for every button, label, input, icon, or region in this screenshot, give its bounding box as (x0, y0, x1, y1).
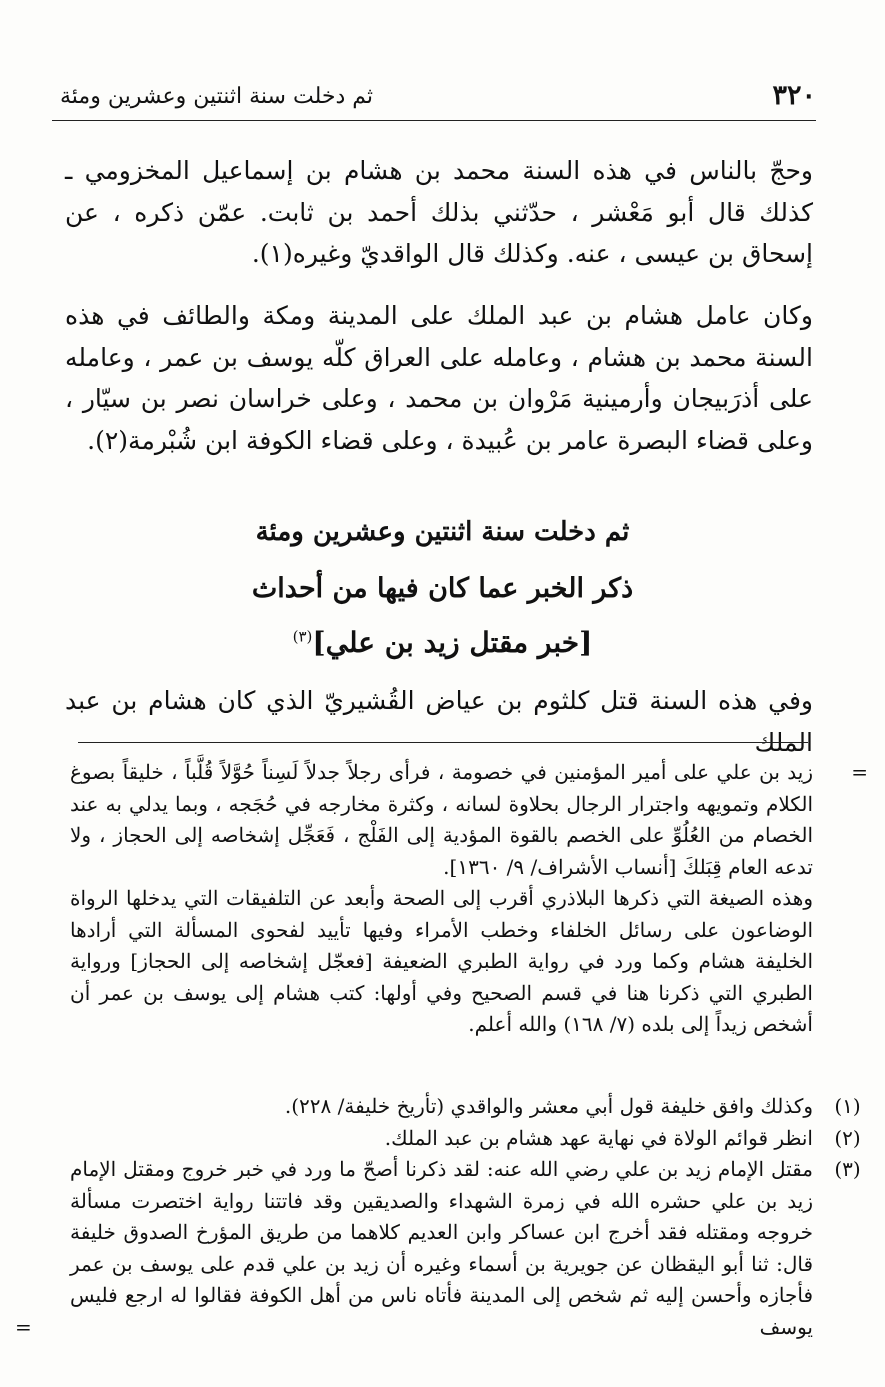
footnote-continuation (70, 757, 868, 1041)
section-heading-zayd (0, 626, 885, 659)
body-paragraph-2: وكان عامل هشام بن عبد الملك على المدينة ومكة والطائف في هذه السنة محمد بن هشام ، وعامله على العراق كلّه يوسف بن عمر ، وعامله على أذرَبيجان وأرمينية مَرْوان بن محمد ، وعلى خراسان نصر بن سيّار ، وعلى قضاء البصرة عامر بن عُبيدة ، وعلى قضاء الكوفة ابن شُبْرمة(٢). (65, 301, 813, 455)
running-title: ثم دخلت سنة اثنتين وعشرين ومئة (60, 84, 374, 109)
footnote-ref-3: (٣) (292, 627, 313, 646)
footnote-continuation-para-2: وهذه الصيغة التي ذكرها البلاذري أقرب إلى الصحة وأبعد عن التلفيقات التي يدخلها الرواة الوضاعون على رسائل الخلفاء وخطب الأمراء وفيها تأييد لفحوى المسألة التي أرادها الخليفة هشام وكما ورد في رواية الطبري الضعيفة [فعجّل إشخاصه إلى الحجاز] ورواية الطبري التي ذكرنا هنا في قسم الصحيح وفي أولها: كتب هشام إلى يوسف بن عمر أن أشخص زيداً إلى بلده (٧/ ١٦٨) والله أعلم. (70, 886, 813, 1036)
section-heading-zayd-text: [خبر مقتل زيد بن علي] (312, 626, 593, 659)
footnote-text: مقتل الإمام زيد بن علي رضي الله عنه: لقد ذكرنا أصحّ ما ورد في خبر خروج ومقتل الإمام زيد بن علي حشره الله في زمرة الشهداء والصديقين وقد فاتتنا رواية اختصرت مسألة خروجه ومقتله فقد أخرج ابن عساكر وابن العديم كلاهما من طريق المؤرخ الصدوق خليفة قال: ثنا أبو اليقظان عن جويرية بن أسماء وغيره أن زيد بن علي قدم على يوسف بن عمر فأجازه وأحسن إليه ثم شخص إلى المدينة فأتاه ناس من أهل الكوفة فقالوا له ارجع فليس يوسف (70, 1157, 813, 1339)
footnote-number: (٢) (834, 1125, 861, 1150)
section-heading-events: ذكر الخبر عما كان فيها من أحداث (251, 573, 634, 604)
footnote-list (15, 1091, 861, 1343)
footnote-number: (١) (834, 1094, 861, 1118)
page-number: ٣٢٠ (772, 80, 816, 111)
body-paragraph-3: وفي هذه السنة قتل كلثوم بن عياض القُشيريّ الذي كان هشام بن عبد الملك (65, 686, 813, 757)
footnote-1 (70, 1091, 861, 1123)
continuation-marker-end: = (15, 1314, 32, 1339)
page-header (52, 80, 816, 121)
footnote-number: (٣) (834, 1157, 861, 1181)
footnote-divider (78, 742, 808, 743)
footnote-text: وكذلك وافق خليفة قول أبي معشر والواقدي (تأريخ خليفة/ ٢٢٨). (284, 1094, 813, 1118)
continuation-marker: = (851, 760, 868, 784)
footnote-text: انظر قوائم الولاة في نهاية عهد هشام بن عبد الملك. (384, 1125, 813, 1150)
body-paragraph-1: وحجّ بالناس في هذه السنة محمد بن هشام بن إسماعيل المخزومي ـ كذلك قال أبو مَعْشر ، حدّثني بذلك أحمد بن ثابت. عمّن ذكره ، عن إسحاق بن عيسى ، عنه. وكذلك قال الواقديّ وغيره(١). (65, 156, 813, 268)
footnote-2 (70, 1123, 861, 1155)
section-heading-year: ثم دخلت سنة اثنتين وعشرين ومئة (255, 517, 630, 547)
footnote-3 (15, 1154, 861, 1343)
footnote-continuation-para-1: زيد بن علي على أمير المؤمنين في خصومة ، فرأى رجلاً جدلاً لَسِناً حُوَّلاً قُلَّباً ، خليقاً بصوغ الكلام وتمويهه واجترار الرجال بحلاوة لسانه ، وكثرة مخارجه في حُجَجه ، وبما يدلي به عند الخصام من العُلُوِّ على الخصم بالقوة المؤدية إلى الفَلْج ، فَعَجِّل إشخاصه إلى الحجاز ، ولا تدعه العام قِبَلكَ [أنساب الأشراف/ ٩/ ١٣٦٠]. (70, 760, 813, 879)
